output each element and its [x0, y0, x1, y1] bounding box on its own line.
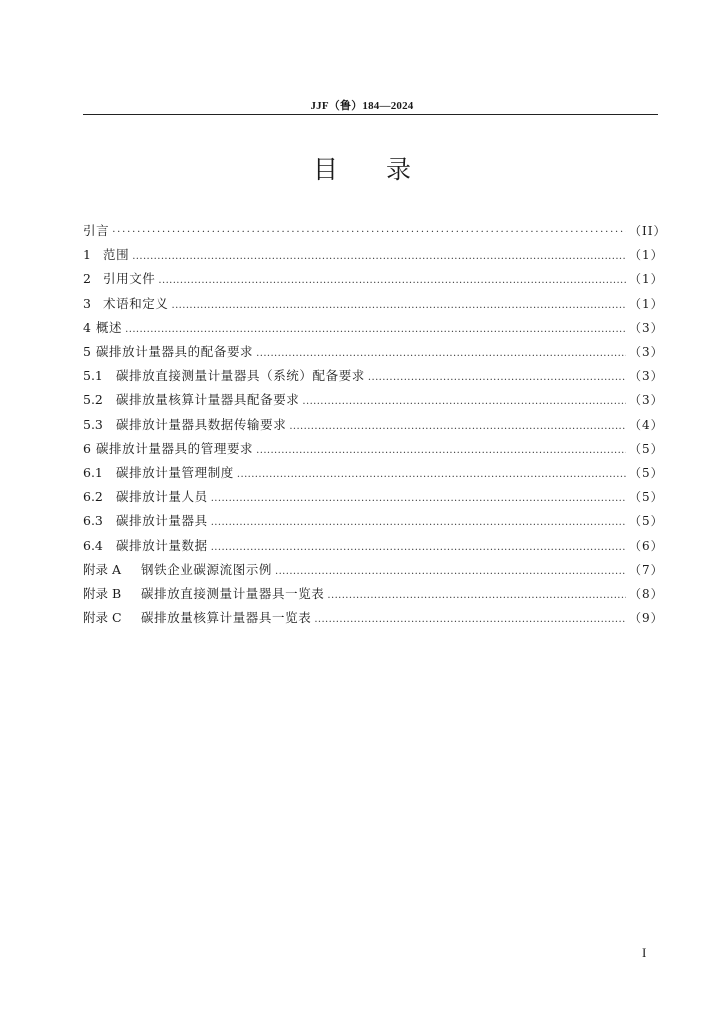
toc-entry-title: 碳排放计量器具的配备要求 [95, 344, 254, 360]
toc-entry-page: （8） [629, 586, 664, 601]
toc-entry-page: （5） [629, 490, 664, 505]
toc-dot-leader [125, 322, 626, 338]
toc-entry-title: 碳排放量核算计量器具配备要求 [116, 392, 300, 408]
toc-entry[interactable] [83, 606, 664, 630]
toc-entry[interactable] [83, 267, 664, 291]
toc-entry-number: 6.3 [83, 513, 103, 529]
toc-entry-number: 2 [83, 271, 91, 287]
toc-entry[interactable] [83, 509, 664, 533]
toc-entry[interactable] [83, 340, 664, 364]
toc-entry[interactable] [83, 533, 664, 557]
toc-dot-leader [256, 346, 626, 362]
toc-entry-page: （3） [629, 369, 664, 384]
toc-entry-number: 6.4 [83, 537, 103, 553]
toc-entry-number: 6 [83, 440, 91, 456]
document-code: JJF（鲁）184—2024 [310, 100, 414, 112]
toc-entry-page: （3） [629, 320, 664, 335]
toc-entry[interactable] [83, 243, 664, 267]
toc-dot-leader [132, 249, 626, 265]
toc-entry-number: 6.2 [83, 489, 103, 505]
toc-entry-page: （9） [629, 611, 664, 626]
toc-entry[interactable] [83, 582, 664, 606]
page-number: I [642, 945, 647, 960]
toc-entry-title: 概述 [95, 319, 123, 335]
toc-entry-title: 碳排放计量器具数据传输要求 [116, 416, 287, 432]
toc-entry-title: 引用文件 [103, 271, 156, 287]
toc-dot-leader [172, 298, 626, 314]
toc-dot-leader [158, 273, 626, 289]
toc-dot-leader [211, 540, 626, 556]
toc-entry[interactable] [83, 388, 664, 412]
toc-entry-title: 引言 [83, 223, 110, 239]
toc-entry-number: 6.1 [83, 464, 103, 480]
toc-entry-title: 术语和定义 [103, 295, 169, 311]
toc-entry-page: （3） [629, 393, 664, 408]
toc-dot-leader [256, 443, 626, 459]
toc-entry-title: 钢铁企业碳源流图示例 [141, 561, 273, 577]
toc-entry-page: （5） [629, 441, 664, 456]
toc-entry-number: 3 [83, 295, 91, 311]
toc-entry-page: （1） [629, 248, 664, 263]
toc-entry-number: 4 [83, 319, 91, 335]
toc-dot-leader [275, 564, 626, 580]
table-of-contents [83, 219, 667, 630]
toc-entry[interactable] [83, 316, 664, 340]
toc-entry-number: 5 [83, 344, 91, 360]
toc-entry[interactable] [83, 219, 667, 243]
toc-entry-title: 碳排放计量数据 [116, 537, 208, 553]
toc-entry-number: 5.1 [83, 368, 103, 384]
toc-entry[interactable] [83, 485, 664, 509]
toc-dot-leader [237, 467, 626, 483]
toc-entry-title: 碳排放计量管理制度 [116, 464, 234, 480]
toc-entry-page: （7） [629, 562, 664, 577]
toc-entry[interactable] [83, 292, 664, 316]
toc-dot-leader [211, 515, 626, 531]
toc-entry-title: 碳排放直接测量计量器具一览表 [141, 585, 325, 601]
toc-entry-page: （3） [629, 345, 664, 360]
toc-dot-leader [211, 491, 626, 507]
toc-entry-title: 碳排放计量器具 [116, 513, 208, 529]
toc-entry-title: 碳排放直接测量计量器具（系统）配备要求 [116, 368, 365, 384]
toc-entry[interactable] [83, 413, 664, 437]
toc-entry-number: 附录 B [83, 585, 122, 601]
toc-entry[interactable] [83, 364, 664, 388]
toc-entry-page: （1） [629, 272, 664, 287]
toc-dot-leader [289, 419, 626, 435]
toc-entry-page: （5） [629, 465, 664, 480]
toc-entry-number: 附录 A [83, 561, 122, 577]
toc-entry-number: 附录 C [83, 610, 122, 626]
toc-entry-page: （4） [629, 417, 664, 432]
toc-dot-leader [302, 394, 626, 410]
toc-entry[interactable] [83, 437, 664, 461]
toc-entry-page: （II） [629, 224, 667, 239]
toc-dot-leader [314, 612, 626, 628]
toc-title: 目录 [312, 155, 459, 184]
toc-entry-page: （1） [629, 296, 664, 311]
toc-entry-title: 范围 [103, 247, 130, 263]
toc-dot-leader [327, 588, 626, 604]
toc-entry-title: 碳排放计量人员 [116, 489, 208, 505]
toc-entry[interactable] [83, 558, 664, 582]
toc-entry[interactable] [83, 461, 664, 485]
toc-dot-leader [368, 370, 626, 386]
toc-entry-number: 1 [83, 247, 91, 263]
toc-entry-page: （6） [629, 538, 664, 553]
toc-entry-title: 碳排放量核算计量器具一览表 [141, 610, 312, 626]
header-divider [83, 114, 658, 115]
toc-entry-page: （5） [629, 514, 664, 529]
toc-entry-title: 碳排放计量器具的管理要求 [95, 440, 254, 456]
toc-dot-leader [112, 225, 626, 241]
toc-entry-number: 5.2 [83, 392, 103, 408]
toc-entry-number: 5.3 [83, 416, 103, 432]
